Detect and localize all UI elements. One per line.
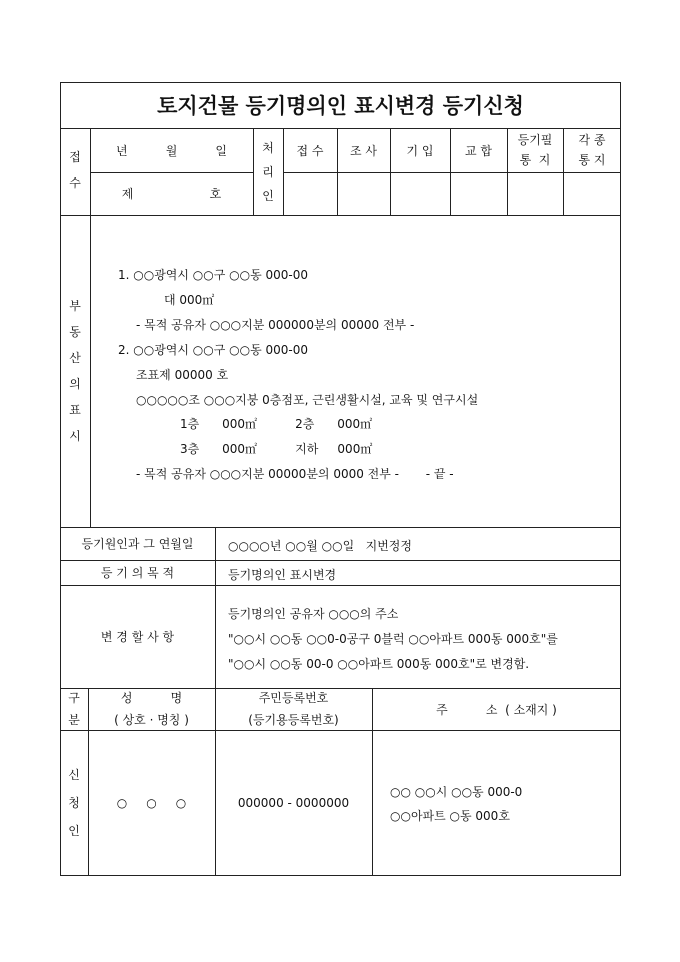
cause-value: ○○○○년 ○○월 ○○일 지번정정: [228, 539, 412, 553]
property-line: - 목적 공유자 ○○○지분 000000분의 00000 전부 -: [136, 318, 415, 332]
property-line: 대 000㎡: [164, 293, 215, 307]
applicant-id: 000000 - 0000000: [237, 796, 350, 810]
form-title: 토지건물 등기명의인 표시변경 등기신청: [157, 93, 524, 118]
changes-line: "○○시 ○○동 00-0 ○○아파트 000동 000호"로 변경함.: [228, 657, 530, 671]
col-review: 조 사: [350, 143, 377, 158]
header-name: 성 명 ( 상호 · 명칭 ): [114, 691, 189, 727]
changes-line: "○○시 ○○동 ○○0-0공구 0블럭 ○○아파트 000동 000호"를: [228, 632, 558, 646]
purpose-label: 등 기 의 목 적: [100, 566, 175, 580]
property-line: - 목적 공유자 ○○○지분 00000분의 0000 전부 - - 끝 -: [136, 467, 454, 481]
applicant-name: ○ ○ ○: [116, 796, 187, 810]
property-line: ○○○○○조 ○○○지붕 0층점포, 근린생활시설, 교육 및 연구시설: [136, 393, 479, 407]
property-label: 부 동 산 의 표 시: [69, 299, 85, 443]
receipt-label: 접 수: [69, 150, 85, 190]
col-notice: 등기필 통 지: [517, 133, 553, 167]
header-id: 주민등록번호 (등기용등록번호): [248, 691, 339, 727]
handler-label: 처 리 인: [262, 140, 278, 203]
col-entry: 기 입: [406, 143, 434, 158]
receipt-number: 제 호: [121, 187, 222, 201]
property-line: 2. ○○광역시 ○○구 ○○동 000-00: [118, 343, 308, 357]
cause-label: 등기원인과 그 연월일: [81, 537, 194, 551]
col-check: 교 합: [465, 143, 492, 158]
col-receipt: 접 수: [296, 143, 324, 158]
applicant-address-line: ○○아파트 ○동 000호: [390, 809, 510, 823]
property-line: 1층 000㎡ 2층 000㎡: [180, 417, 373, 431]
property-line: 3층 000㎡ 지하 000㎡: [180, 442, 373, 456]
col-various-notice: 각 종 통 지: [578, 133, 606, 167]
receipt-date: 년 월 일: [115, 143, 228, 158]
changes-line: 등기명의인 공유자 ○○○의 주소: [228, 607, 399, 621]
changes-label: 변 경 할 사 항: [100, 630, 175, 644]
purpose-value: 등기명의인 표시변경: [228, 568, 337, 582]
header-division: 구 분: [68, 691, 80, 727]
applicant-address-line: ○○ ○○시 ○○동 000-0: [390, 785, 523, 799]
header-address: 주 소 ( 소재지 ): [436, 702, 557, 717]
property-line: 1. ○○광역시 ○○구 ○○동 000-00: [118, 268, 308, 282]
property-line: 조표제 00000 호: [136, 368, 229, 382]
applicant-label: 신 청 인: [68, 768, 80, 838]
